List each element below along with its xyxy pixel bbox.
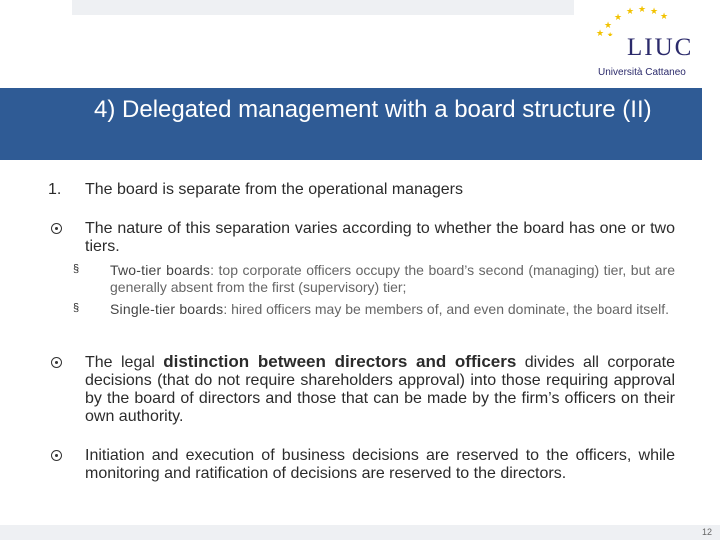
single-tier-text: : hired officers may be members of, and even dominate, the board itself. bbox=[223, 301, 669, 317]
target-bullet-icon bbox=[51, 357, 62, 368]
svg-text:★: ★ bbox=[660, 11, 669, 21]
top-bar bbox=[72, 0, 574, 15]
item3-text: divides all corporate decisions (that do not require shareholders approval) into those requiring approval by the board of directors and those that can be made by the firm’s officers on their own authority. bbox=[85, 354, 676, 425]
svg-text:★: ★ bbox=[596, 28, 605, 36]
svg-text:★: ★ bbox=[607, 32, 614, 36]
footer-bar bbox=[0, 525, 720, 540]
svg-text:★: ★ bbox=[626, 6, 635, 16]
two-tier-label: Two-tier boards bbox=[110, 262, 211, 278]
list-item-2: The nature of this separation varies according to whether the board has one or two tiers. bbox=[85, 220, 675, 255]
svg-text:★: ★ bbox=[604, 20, 613, 30]
slide-title: 4) Delegated management with a board structure (II) bbox=[94, 96, 652, 123]
single-tier-label: Single-tier boards bbox=[110, 301, 224, 317]
list-item-3 bbox=[85, 353, 675, 426]
svg-text:★: ★ bbox=[638, 6, 647, 14]
square-bullet-icon: § bbox=[73, 302, 80, 314]
two-tier-text: : top corporate officers occupy the board’s second (managing) tier, but are generally absent from the first (supervisory) tier; bbox=[110, 262, 676, 295]
eu-stars-icon bbox=[588, 6, 698, 36]
svg-text:★: ★ bbox=[614, 12, 623, 22]
item3-pre: The legal bbox=[85, 354, 164, 371]
page-number: 12 bbox=[701, 527, 712, 537]
sub-item-single-tier bbox=[110, 301, 675, 318]
svg-text:★: ★ bbox=[650, 6, 659, 16]
logo-subtitle: Università Cattaneo bbox=[598, 67, 686, 78]
numbered-marker: 1. bbox=[48, 181, 62, 198]
target-bullet-icon bbox=[51, 450, 62, 461]
list-item-1: The board is separate from the operational managers bbox=[85, 181, 463, 198]
list-item-4: Initiation and execution of business decisions are reserved to the officers, while monitoring and ratification of decisions are reserved to the directors. bbox=[85, 447, 675, 482]
target-bullet-icon bbox=[51, 223, 62, 234]
sub-item-two-tier bbox=[110, 262, 675, 296]
logo-name: LIUC bbox=[627, 34, 694, 61]
square-bullet-icon: § bbox=[73, 263, 80, 275]
item3-bold: distinction between directors and officers bbox=[163, 352, 517, 371]
